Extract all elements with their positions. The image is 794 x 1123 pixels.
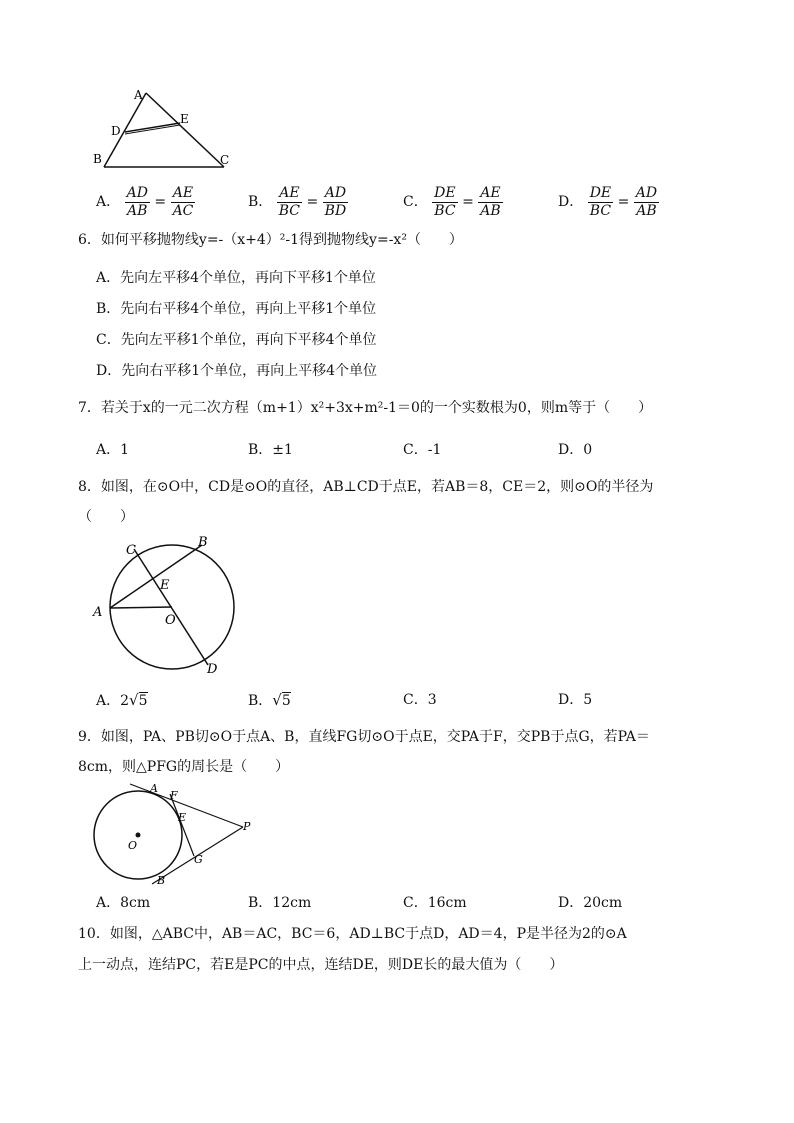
fig8-label-d: D	[207, 662, 218, 677]
fig5-label-e: E	[180, 112, 189, 126]
q5-option-d[interactable]: D． $\frac{DE}{BC}$ = $\frac{AD}{AB}$	[558, 184, 658, 219]
q8-stem: 8．如图，在⊙O中，CD是⊙O的直径，AB⊥CD于点E，若AB＝8，CE＝2，则⊙O的半径为	[78, 479, 654, 495]
q5-option-c[interactable]: C． $\frac{DE}{BC}$ = $\frac{AE}{AB}$	[403, 184, 501, 219]
triangle-figure	[90, 85, 240, 175]
fig8-label-c: C	[126, 543, 136, 558]
fig8-label-b: B	[198, 535, 208, 550]
q8-option-a[interactable]: A．2√5	[96, 691, 148, 709]
q8-option-c[interactable]: C．3	[403, 692, 437, 708]
fig9-label-b: B	[157, 874, 166, 887]
fig8-label-a: A	[93, 605, 103, 620]
q9-option-c[interactable]: C．16cm	[403, 895, 467, 911]
fig9-label-g: G	[194, 853, 203, 866]
q9-option-b[interactable]: B．12cm	[248, 895, 312, 911]
fig9-label-p: P	[243, 820, 251, 833]
q7-stem: 7．若关于x的一元二次方程（m+1）x²+3x+m²-1＝0的一个实数根为0，则m等于（ ）	[78, 400, 653, 416]
fig9-label-a: A	[150, 782, 158, 795]
q5-option-b[interactable]: B． $\frac{AE}{BC}$ = $\frac{AD}{BD}$	[248, 184, 347, 219]
tangent-circle-figure	[88, 780, 268, 892]
circle-diameter-figure	[88, 532, 248, 680]
fig5-label-a: A	[134, 88, 143, 102]
q10-stem: 10．如图，△ABC中，AB＝AC，BC＝6，AD⊥BC于点D，AD＝4，P是半径为2的⊙A	[78, 926, 627, 942]
q8-option-b[interactable]: B．√5	[248, 691, 291, 709]
q9-stem-2: 8cm，则△PFG的周长是（ ）	[78, 759, 290, 775]
fig9-label-o: O	[128, 839, 138, 852]
q8-stem-paren: （ ）	[78, 509, 134, 525]
q9-option-d[interactable]: D．20cm	[558, 895, 623, 911]
q6-option-c[interactable]: C．先向左平移1个单位，再向下平移4个单位	[96, 332, 377, 348]
fig8-label-o: O	[165, 613, 176, 628]
fig5-label-b: B	[93, 152, 102, 166]
q10-stem-2: 上一动点，连结PC，若E是PC的中点，连结DE，则DE长的最大值为（ ）	[78, 957, 564, 973]
q7-option-b[interactable]: B．±1	[248, 442, 293, 458]
fig8-label-e: E	[160, 578, 170, 593]
q6-option-b[interactable]: B．先向右平移4个单位，再向上平移1个单位	[96, 301, 377, 317]
q9-stem: 9．如图，PA、PB切⊙O于点A、B，直线FG切⊙O于点E，交PA于F，交PB于点G，若PA＝	[78, 729, 650, 745]
q8-option-d[interactable]: D．5	[558, 692, 593, 708]
q9-option-a[interactable]: A．8cm	[96, 895, 151, 911]
q5-option-a[interactable]: A． $\frac{AD}{AB}$ = $\frac{AE}{AC}$	[96, 184, 194, 219]
q6-option-a[interactable]: A．先向左平移4个单位，再向下平移1个单位	[96, 270, 376, 286]
q7-option-a[interactable]: A．1	[96, 442, 130, 458]
fig9-label-f: F	[170, 789, 178, 802]
q7-option-d[interactable]: D．0	[558, 442, 593, 458]
fig9-label-e: E	[178, 811, 187, 824]
q6-stem: 6．如何平移抛物线y=-（x+4）²-1得到抛物线y=-x²（ ）	[78, 232, 463, 248]
q7-option-c[interactable]: C．-1	[403, 442, 442, 458]
fig5-label-d: D	[111, 124, 121, 138]
q6-option-d[interactable]: D．先向右平移1个单位，再向上平移4个单位	[96, 363, 378, 379]
fig5-label-c: C	[220, 153, 230, 167]
